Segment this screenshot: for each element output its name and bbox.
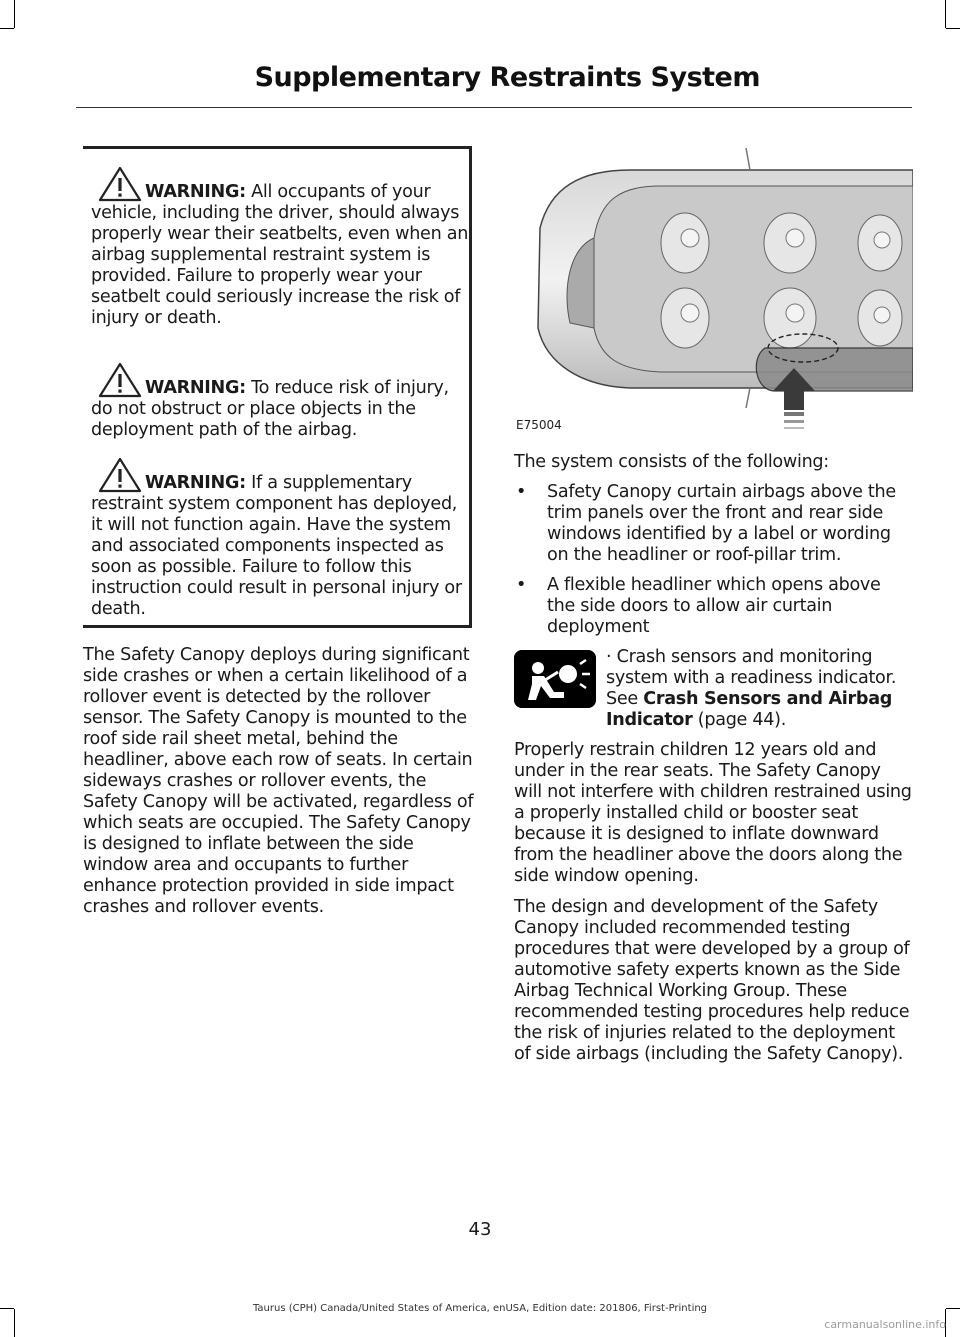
warning-triangle-icon (97, 456, 143, 494)
airbag-warning-icon (514, 650, 596, 708)
list-item (514, 482, 912, 566)
bullet-icon: • (516, 575, 527, 595)
warning-3 (91, 473, 469, 620)
warning-label: WARNING: (145, 378, 246, 398)
crop-mark (14, 0, 15, 28)
warning-2 (91, 378, 469, 441)
indicator-prefix: · Crash sensors and monitoring system with a readiness indicator. See (606, 647, 897, 709)
indicator-suffix: (page 44). (692, 710, 787, 730)
warning-text: All occupants of your vehicle, including the driver, should always properly wear their seatbelts, even when an airbag supplemental restraint system is provided. Failure to properly wear your seatbelt could seriously increase the risk of injury or death. (91, 182, 469, 328)
children-paragraph: Properly restrain children 12 years old and under in the rear seats. The Safety Canopy will not interfere with children restrained using a properly installed child or booster seat because it is designed to inflate downward from the headliner above the doors along the side window opening. (514, 740, 912, 886)
crash-sensors-link[interactable]: Crash Sensors and Airbag Indicator (606, 689, 893, 730)
header-rule (76, 107, 912, 108)
crop-mark (945, 0, 946, 28)
warning-text: If a supplementary restraint system component has deployed, it will not function again. Have the system and associated components inspected as soon as possible. Failure to follow this instruction could result in personal injury or death. (91, 473, 462, 619)
warning-text: To reduce risk of injury, do not obstruct or place objects in the deployment path of the airbag. (91, 378, 449, 440)
list-item (514, 575, 912, 638)
page-number: 43 (468, 1219, 492, 1240)
warning-box (83, 146, 472, 628)
bullet-icon: • (516, 482, 527, 502)
list-item-text: Safety Canopy curtain airbags above the trim panels over the front and rear side windows identified by a label or wording on the headliner or roof-pillar trim. (547, 482, 896, 565)
warning-label: WARNING: (145, 182, 246, 202)
footer-edition: Taurus (CPH) Canada/United States of America, enUSA, Edition date: 201806, First-Printing (252, 1303, 708, 1314)
vehicle-airbag-illustration (510, 148, 913, 438)
figure-id: E75004 (516, 418, 562, 432)
warning-1 (91, 182, 469, 329)
list-intro: The system consists of the following: (514, 452, 829, 472)
watermark: carmanualsonline.info (824, 1318, 946, 1331)
page-title: Supplementary Restraints System (254, 62, 760, 93)
list-item-text: A flexible headliner which opens above the side doors to allow air curtain deployment (547, 575, 881, 637)
safety-canopy-description: The Safety Canopy deploys during significant side crashes or when a certain likelihood of a rollover event is detected by the rollover sensor. The Safety Canopy is mounted to the roof side rail sheet metal, behind the headliner, above each row of seats. In certain sideways crashes or rollover events, the Safety Canopy will be activated, regardless of which seats are occupied. The Safety Canopy is designed to inflate between the side window area and occupants to further enhance protection provided in side impact crashes and rollover events. (83, 645, 474, 917)
warning-triangle-icon (97, 361, 143, 399)
warning-triangle-icon (97, 165, 143, 203)
indicator-row (514, 647, 912, 731)
right-column (514, 452, 912, 1075)
crop-mark (0, 28, 14, 29)
crop-mark (946, 28, 960, 29)
warning-label: WARNING: (145, 473, 246, 493)
design-paragraph: The design and development of the Safety Canopy included recommended testing procedures that were developed by a group of automotive safety experts known as the Side Airbag Technical Working Group. These recommended testing procedures help reduce the risk of injuries related to the deployment of side airbags (including the Safety Canopy). (514, 897, 910, 1064)
